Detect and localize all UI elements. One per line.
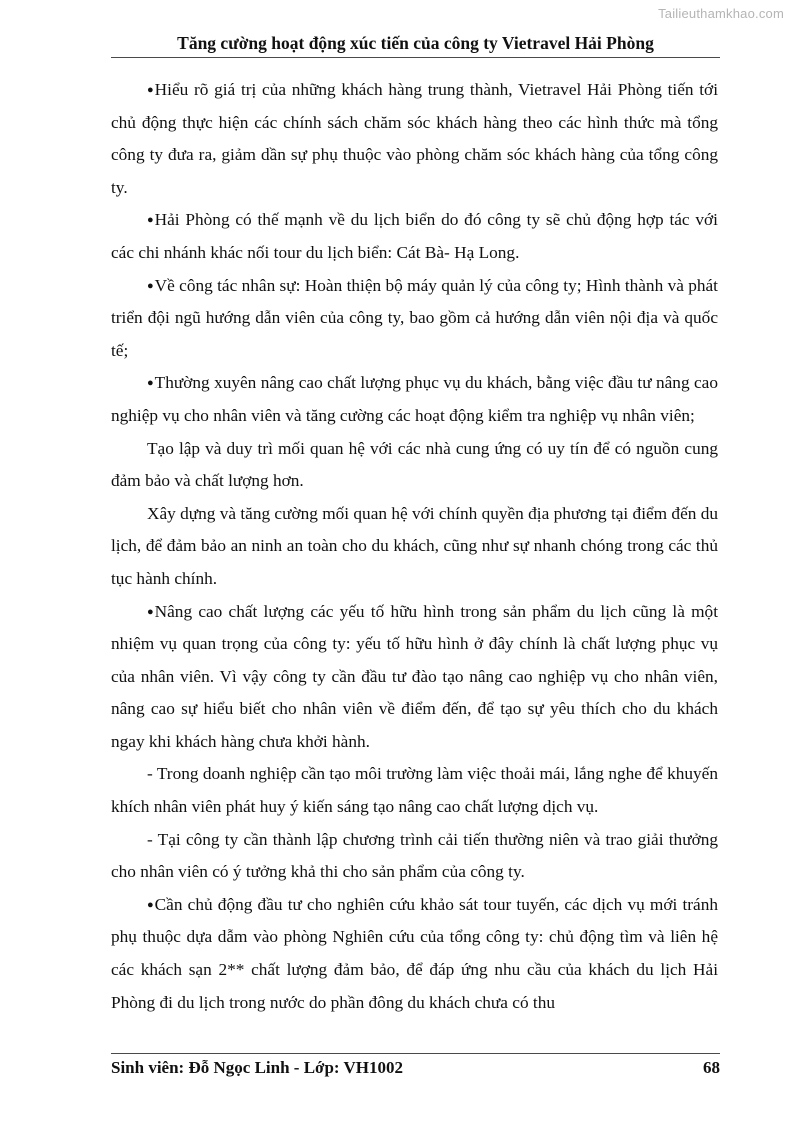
paragraph xyxy=(111,498,718,596)
paragraph-text: Hải Phòng có thế mạnh về du lịch biển do đó công ty sẽ chủ động hợp tác với các chi nhánh khác nối tour du lịch biển: Cát Bà- Hạ Long. xyxy=(111,210,718,262)
bullet-icon: ● xyxy=(147,84,154,96)
paragraph-text: - Trong doanh nghiệp cần tạo môi trường làm việc thoải mái, lắng nghe để khuyến khích nhân viên phát huy ý kiến sáng tạo nâng cao chất lượng dịch vụ. xyxy=(111,764,718,817)
running-title: Tăng cường hoạt động xúc tiến của công ty Vietravel Hải Phòng xyxy=(177,33,654,53)
paragraph xyxy=(111,889,718,1019)
paragraph xyxy=(111,824,718,889)
footer-divider xyxy=(111,1053,720,1054)
paragraph-text: Thường xuyên nâng cao chất lượng phục vụ du khách, bằng việc đầu tư nâng cao nghiệp vụ cho nhân viên và tăng cường các hoạt động kiểm tra nghiệp vụ nhân viên; xyxy=(111,373,718,425)
paragraph xyxy=(111,270,718,368)
paragraph xyxy=(111,367,718,432)
paragraph xyxy=(111,596,718,759)
footer-author: Sinh viên: Đỗ Ngọc Linh - Lớp: VH1002 xyxy=(111,1058,404,1077)
paragraph-text: - Tại công ty cần thành lập chương trình cải tiến thường niên và trao giải thưởng cho nhân viên có ý tưởng khả thi cho sản phẩm của công ty. xyxy=(111,829,718,882)
paragraph xyxy=(111,204,718,269)
paragraph-text: Tạo lập và duy trì mối quan hệ với các nhà cung ứng có uy tín để có nguồn cung đảm bảo và chất lượng hơn. xyxy=(111,438,718,491)
bullet-icon: ● xyxy=(147,279,154,292)
page-body xyxy=(111,74,718,1019)
paragraph xyxy=(111,74,718,204)
paragraph xyxy=(111,433,718,498)
bullet-icon: ● xyxy=(147,377,154,390)
paragraph-text: Hiểu rõ giá trị của những khách hàng trung thành, Vietravel Hải Phòng tiến tới chủ động thực hiện các chính sách chăm sóc khách hàng theo các hình thức mà tổng công ty đưa ra, giảm dần sự phụ thuộc vào phòng chăm sóc khách hàng của tổng công ty. xyxy=(111,80,718,197)
bullet-icon: ● xyxy=(147,605,154,618)
paragraph-text: Về công tác nhân sự: Hoàn thiện bộ máy quản lý của công ty; Hình thành và phát triển đội ngũ hướng dẫn viên của công ty, bao gồm cả hướng dẫn viên nội địa và quốc tế; xyxy=(111,275,718,360)
paragraph-text: Nâng cao chất lượng các yếu tố hữu hình trong sản phẩm du lịch cũng là một nhiệm vụ quan trọng của công ty: yếu tố hữu hình ở đây chính là chất lượng phục vụ của nhân viên. Vì vậy công ty cần đầu tư đào tạo nâng cao nghiệp vụ cho nhân viên, nâng cao sự hiểu biết cho nhân viên về điểm đến, để tạo sự yêu thích cho du khách ngay khi khách hàng chưa khởi hành. xyxy=(111,601,718,751)
paragraph xyxy=(111,758,718,823)
bullet-icon: ● xyxy=(147,898,154,911)
page-header xyxy=(111,32,720,54)
page-number: 68 xyxy=(703,1058,720,1077)
bullet-icon: ● xyxy=(147,214,154,227)
header-divider xyxy=(111,57,720,58)
paragraph-text: Cần chủ động đầu tư cho nghiên cứu khảo sát tour tuyến, các dịch vụ mới tránh phụ thuộc dựa dẫm vào phòng Nghiên cứu của tổng công ty: chủ động tìm và liên hệ các khách sạn 2** chất lượng đảm bảo, để đáp ứng nhu cầu của khách du lịch Hải Phòng đi du lịch trong nước do phần đông du khách chưa có thu xyxy=(111,894,718,1012)
paragraph-text: Xây dựng và tăng cường mối quan hệ với chính quyền địa phương tại điểm đến du lịch, để đảm bảo an ninh an toàn cho du khách, cũng như sự nhanh chóng trong các thủ tục hành chính. xyxy=(111,503,718,588)
watermark: Tailieuthamkhao.com xyxy=(658,6,784,21)
page-footer xyxy=(111,1055,720,1081)
